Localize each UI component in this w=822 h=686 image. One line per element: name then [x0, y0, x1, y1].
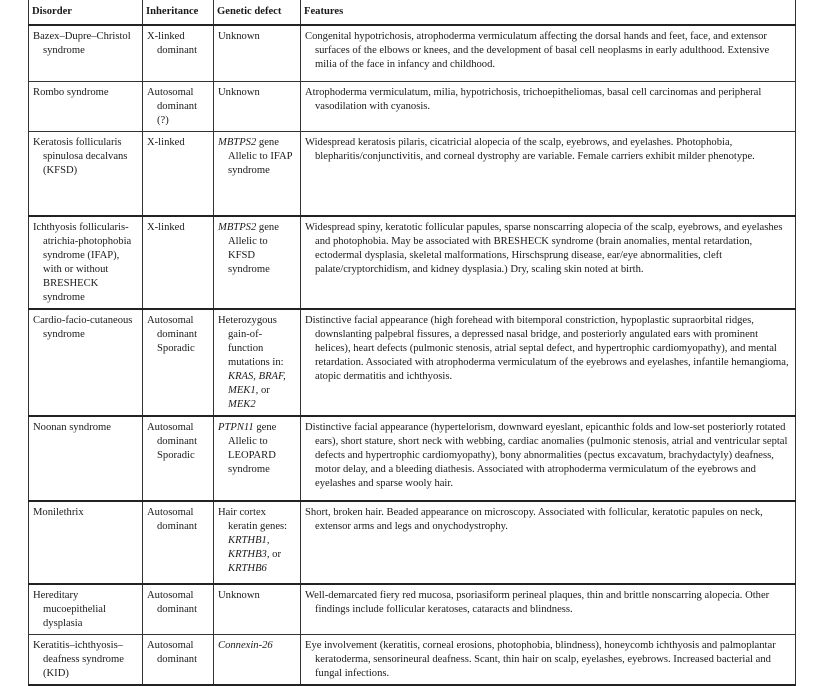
cell-features: [301, 416, 796, 501]
cell-genetic-defect: [214, 501, 301, 584]
cell-disorder: [29, 501, 143, 584]
features-text: Congenital hypotrichosis, atrophoderma vermiculatum affecting the dorsal hands and feet, face, and extensor surfaces of the elbows or knees, and the development of basal cell neoplasms in early adulthood. Extensive milia of the face in infancy and childhood.: [305, 31, 770, 70]
inheritance-line: dominant: [157, 654, 198, 665]
gene-symbol: MBTPS2: [218, 222, 257, 233]
header-features: Features: [301, 0, 796, 25]
cell-features: [301, 584, 796, 635]
gene-symbol: Connexin-26: [218, 640, 273, 651]
features-text: Distinctive facial appearance (high forehead with bitemporal constriction, hypoplastic supraorbital ridges, downslanting palpebral fissures, a depressed nasal bridge, and posteriorly angulated ears with prominent helices), heart defects (pulmonic stenosis, atrial septal defect, and hypertrophic cardiomyopathy), and mental retardation. Associated with atrophoderma vermiculatum of the eyebrows and eyelashes, infantile hemangioma, atopic dermatitis and ichthyosis.: [305, 315, 789, 382]
cell-disorder: [29, 216, 143, 309]
features-text: Widespread spiny, keratotic follicular papules, sparse nonscarring alopecia of the scalp, eyebrows, and eyelashes and photophobia. May be associated with BRESHECK syndrome (brain anomalies, mental retardation, ectodermal dysplasia, skeletal malformations, Hirschsprung disease, ear/eye abnormalities, cleft palate/cryptorchidism, and kidney dysplasia.) Dry, scaling skin noted at birth.: [305, 222, 783, 275]
cell-disorder: [29, 82, 143, 132]
header-genetic-defect: Genetic defect: [214, 0, 301, 25]
cell-inheritance: [143, 216, 214, 309]
inheritance-line: Autosomal: [147, 422, 194, 433]
disorder-name: Keratosis follicularis spinulosa decalvans (KFSD): [33, 137, 128, 176]
inheritance-line: Autosomal: [147, 507, 194, 518]
genetic-defect-text: [218, 506, 297, 576]
genetic-defect-fragment: Unknown: [218, 31, 260, 42]
genetic-defect-fragment: Hair cortex keratin genes:: [218, 507, 288, 532]
inheritance-line: dominant: [157, 329, 198, 340]
gene-symbol: KRTHB6: [228, 563, 267, 574]
disorder-name: Noonan syndrome: [33, 422, 111, 433]
genetic-defect-fragment: Unknown: [218, 590, 260, 601]
genetic-defect-fragment: gene Allelic to IFAP syndrome: [228, 137, 293, 176]
table-row: [29, 309, 796, 416]
inheritance-line: (?): [157, 115, 169, 126]
header-row: [29, 0, 796, 25]
table-header: [29, 0, 796, 25]
features-text: Eye involvement (keratitis, corneal erosions, photophobia, blindness), honeycomb ichthyosis and palmoplantar keratoderma, sensorineural deafness. Scant, thin hair on scalp, eyelashes, eyebrows. Increased bacterial and fungal infections.: [305, 640, 776, 679]
cell-inheritance: [143, 309, 214, 416]
header-inheritance: Inheritance: [143, 0, 214, 25]
cell-genetic-defect: [214, 216, 301, 309]
cell-disorder: [29, 132, 143, 217]
inheritance-line: Sporadic: [157, 450, 195, 461]
genetic-defect-fragment: , or: [266, 549, 281, 560]
genetic-defect-fragment: gene Allelic to KFSD syndrome: [228, 222, 279, 275]
cell-features: [301, 635, 796, 686]
disorder-name: Monilethrix: [33, 507, 84, 518]
inheritance-line: dominant: [157, 45, 198, 56]
cell-disorder: [29, 416, 143, 501]
inheritance-line: X-linked: [147, 137, 185, 148]
inheritance-line: Autosomal: [147, 590, 194, 601]
genetic-defect-fragment: gene Allelic to LEOPARD syndrome: [228, 422, 277, 475]
cell-disorder: [29, 635, 143, 686]
inheritance-line: dominant: [157, 604, 198, 615]
cell-inheritance: [143, 635, 214, 686]
cell-inheritance: [143, 501, 214, 584]
inheritance-line: X-linked: [147, 31, 185, 42]
table-body: [29, 25, 796, 685]
table-row: [29, 584, 796, 635]
inheritance-line: dominant: [157, 521, 198, 532]
inheritance-line: Autosomal: [147, 640, 194, 651]
genodermatoses-table: [28, 0, 796, 686]
gene-symbol: KRAS, BRAF, MEK1,: [228, 371, 286, 396]
cell-genetic-defect: [214, 309, 301, 416]
cell-genetic-defect: [214, 132, 301, 217]
features-text: Well-demarcated fiery red mucosa, psoriasiform perineal plaques, thin and brittle nonscarring alopecia. Other findings include follicular keratoses, cataracts and blindness.: [305, 590, 770, 615]
cell-genetic-defect: [214, 416, 301, 501]
disorder-name: Keratitis–ichthyosis–deafness syndrome (KID): [33, 640, 124, 679]
genetic-defect-text: [218, 421, 297, 477]
table-row: [29, 416, 796, 501]
features-text: Atrophoderma vermiculatum, milia, hypotrichosis, trichoepitheliomas, basal cell carcinomas and peripheral vasodilation with cyanosis.: [305, 87, 762, 112]
gene-symbol: MEK2: [228, 399, 256, 410]
cell-inheritance: [143, 82, 214, 132]
genetic-defect-text: [218, 136, 297, 178]
cell-features: [301, 501, 796, 584]
table-row: [29, 25, 796, 82]
cell-inheritance: [143, 25, 214, 82]
features-text: Widespread keratosis pilaris, cicatricial alopecia of the scalp, eyebrows, and eyelashes. Photophobia, blepharitis/conjunctivitis, and corneal dystrophy are variable. Female carriers exhibit milder phenotype.: [305, 137, 755, 162]
cell-features: [301, 309, 796, 416]
cell-genetic-defect: [214, 584, 301, 635]
table-row: [29, 635, 796, 686]
disorder-name: Bazex–Dupre–Christol syndrome: [33, 31, 131, 56]
gene-symbol: PTPN11: [218, 422, 254, 433]
inheritance-line: X-linked: [147, 222, 185, 233]
disorder-name: Ichthyosis follicularis-atrichia-photophobia syndrome (IFAP), with or without BRESHECK syndrome: [33, 222, 132, 303]
cell-features: [301, 25, 796, 82]
disorder-name: Hereditary mucoepithelial dysplasia: [33, 590, 106, 629]
cell-inheritance: [143, 416, 214, 501]
cell-disorder: [29, 584, 143, 635]
features-text: Distinctive facial appearance (hypertelorism, downward eyeslant, epicanthic folds and low-set posteriorly rotated ears), short stature, short neck with webbing, cardiac anomalies (pulmonic stenosis, atrial and ventricular septal defects and hypertrophic cardiomyopathy), bony abnormalities (pectus excavatum, brachydactyly) deafness, motor delay, and a bleeding diathesis. Associated with atrophoderma vermiculatum of the eyebrows and eyelashes and sparse wooly hair.: [305, 422, 788, 489]
table-row: [29, 82, 796, 132]
genetic-defect-text: [218, 589, 297, 603]
disorder-name: Cardio-facio-cutaneous syndrome: [33, 315, 133, 340]
genetic-defect-text: [218, 314, 297, 412]
cell-disorder: [29, 309, 143, 416]
cell-genetic-defect: [214, 635, 301, 686]
genetic-defect-text: [218, 221, 297, 277]
inheritance-line: dominant: [157, 436, 198, 447]
genetic-defect-text: [218, 639, 297, 653]
cell-genetic-defect: [214, 82, 301, 132]
inheritance-line: dominant: [157, 101, 198, 112]
cell-genetic-defect: [214, 25, 301, 82]
header-disorder: Disorder: [29, 0, 143, 25]
gene-symbol: KRTHB1, KRTHB3: [228, 535, 270, 560]
inheritance-line: Autosomal: [147, 315, 194, 326]
cell-inheritance: [143, 132, 214, 217]
cell-inheritance: [143, 584, 214, 635]
gene-symbol: MBTPS2: [218, 137, 257, 148]
inheritance-line: Autosomal: [147, 87, 194, 98]
table-row: [29, 216, 796, 309]
features-text: Short, broken hair. Beaded appearance on microscopy. Associated with follicular, keratotic papules on neck, extensor arms and legs and onychodystrophy.: [305, 507, 763, 532]
cell-features: [301, 82, 796, 132]
table-row: [29, 132, 796, 217]
genetic-defect-text: [218, 30, 297, 44]
cell-features: [301, 132, 796, 217]
genetic-defect-fragment: or: [258, 385, 270, 396]
genetic-defect-fragment: Heterozygous gain-of-function mutations in:: [218, 315, 284, 368]
cell-features: [301, 216, 796, 309]
disorder-name: Rombo syndrome: [33, 87, 109, 98]
genetic-defect-text: [218, 86, 297, 100]
inheritance-line: Sporadic: [157, 343, 195, 354]
genetic-defect-fragment: Unknown: [218, 87, 260, 98]
table-row: [29, 501, 796, 584]
cell-disorder: [29, 25, 143, 82]
